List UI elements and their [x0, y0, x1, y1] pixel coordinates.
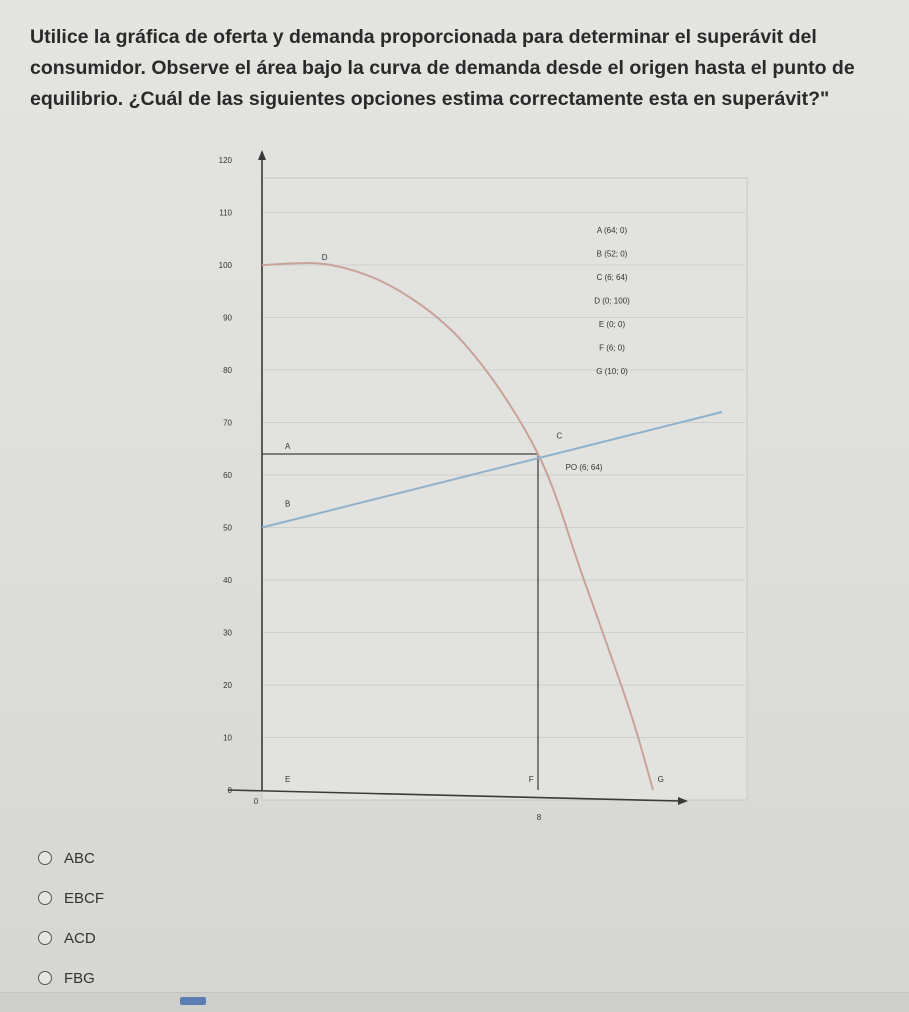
radio-button[interactable] — [38, 971, 52, 985]
y-tick-label: 90 — [223, 313, 232, 323]
y-tick-label: 40 — [223, 576, 232, 585]
taskbar — [0, 992, 909, 1012]
legend-entry: A (64; 0) — [596, 226, 628, 235]
point-label: E — [285, 775, 291, 785]
option-label: FBG — [64, 969, 95, 987]
radio-button[interactable] — [38, 851, 52, 865]
point-label: C — [556, 431, 563, 441]
y-tick-labels — [219, 156, 233, 795]
radio-button[interactable] — [38, 891, 52, 905]
y-tick-label: 10 — [223, 733, 232, 743]
legend-entry: G (10; 0) — [596, 367, 628, 376]
y-tick-label: 80 — [223, 366, 232, 375]
legend-entry: C (6; 64) — [596, 273, 628, 282]
option-label: EBCF — [64, 889, 105, 907]
option-acd[interactable] — [38, 918, 104, 958]
legend-entry: F (6; 0) — [599, 343, 625, 353]
y-axis-arrow — [258, 150, 266, 160]
legend-entry: D (0; 100) — [594, 296, 630, 306]
y-tick-label: 20 — [223, 681, 232, 690]
y-tick-label: 100 — [218, 261, 232, 270]
y-tick-label: 0 — [227, 786, 232, 795]
x-tick-label: 0 — [253, 797, 259, 806]
point-label: G — [657, 775, 664, 785]
legend-entry: E (0; 0) — [598, 320, 626, 329]
radio-button[interactable] — [38, 931, 52, 945]
option-ebcf[interactable] — [38, 878, 104, 918]
app-icon[interactable] — [180, 997, 206, 1005]
y-tick-label: 30 — [223, 628, 232, 638]
point-label: F — [528, 775, 534, 785]
y-tick-label: 50 — [223, 523, 232, 533]
question-text: Utilice la gráfica de oferta y demanda proporcionada para determinar el superávit del consumidor. Observe el área bajo la curva de demanda desde el origen hasta el punto de equilibrio. ¿Cuál de las siguientes opciones estima correctamente esta en superávit?" — [30, 26, 855, 110]
option-label: ABC — [64, 849, 95, 867]
point-label: PO (6; 64) — [565, 462, 603, 472]
y-tick-label: 110 — [219, 208, 232, 218]
y-tick-label: 60 — [223, 471, 232, 480]
chart-frame — [262, 178, 747, 800]
x-tick-label: 8 — [536, 813, 542, 822]
legend-entry: B (52; 0) — [596, 249, 628, 259]
option-label: ACD — [64, 929, 96, 947]
y-tick-label: 70 — [223, 418, 232, 428]
y-tick-label: 120 — [218, 156, 232, 165]
point-label: A — [285, 441, 291, 451]
point-label: B — [285, 499, 291, 509]
point-label: D — [321, 252, 328, 262]
answer-options — [38, 838, 104, 998]
x-tick-labels — [254, 797, 542, 822]
option-abc[interactable] — [38, 838, 104, 878]
